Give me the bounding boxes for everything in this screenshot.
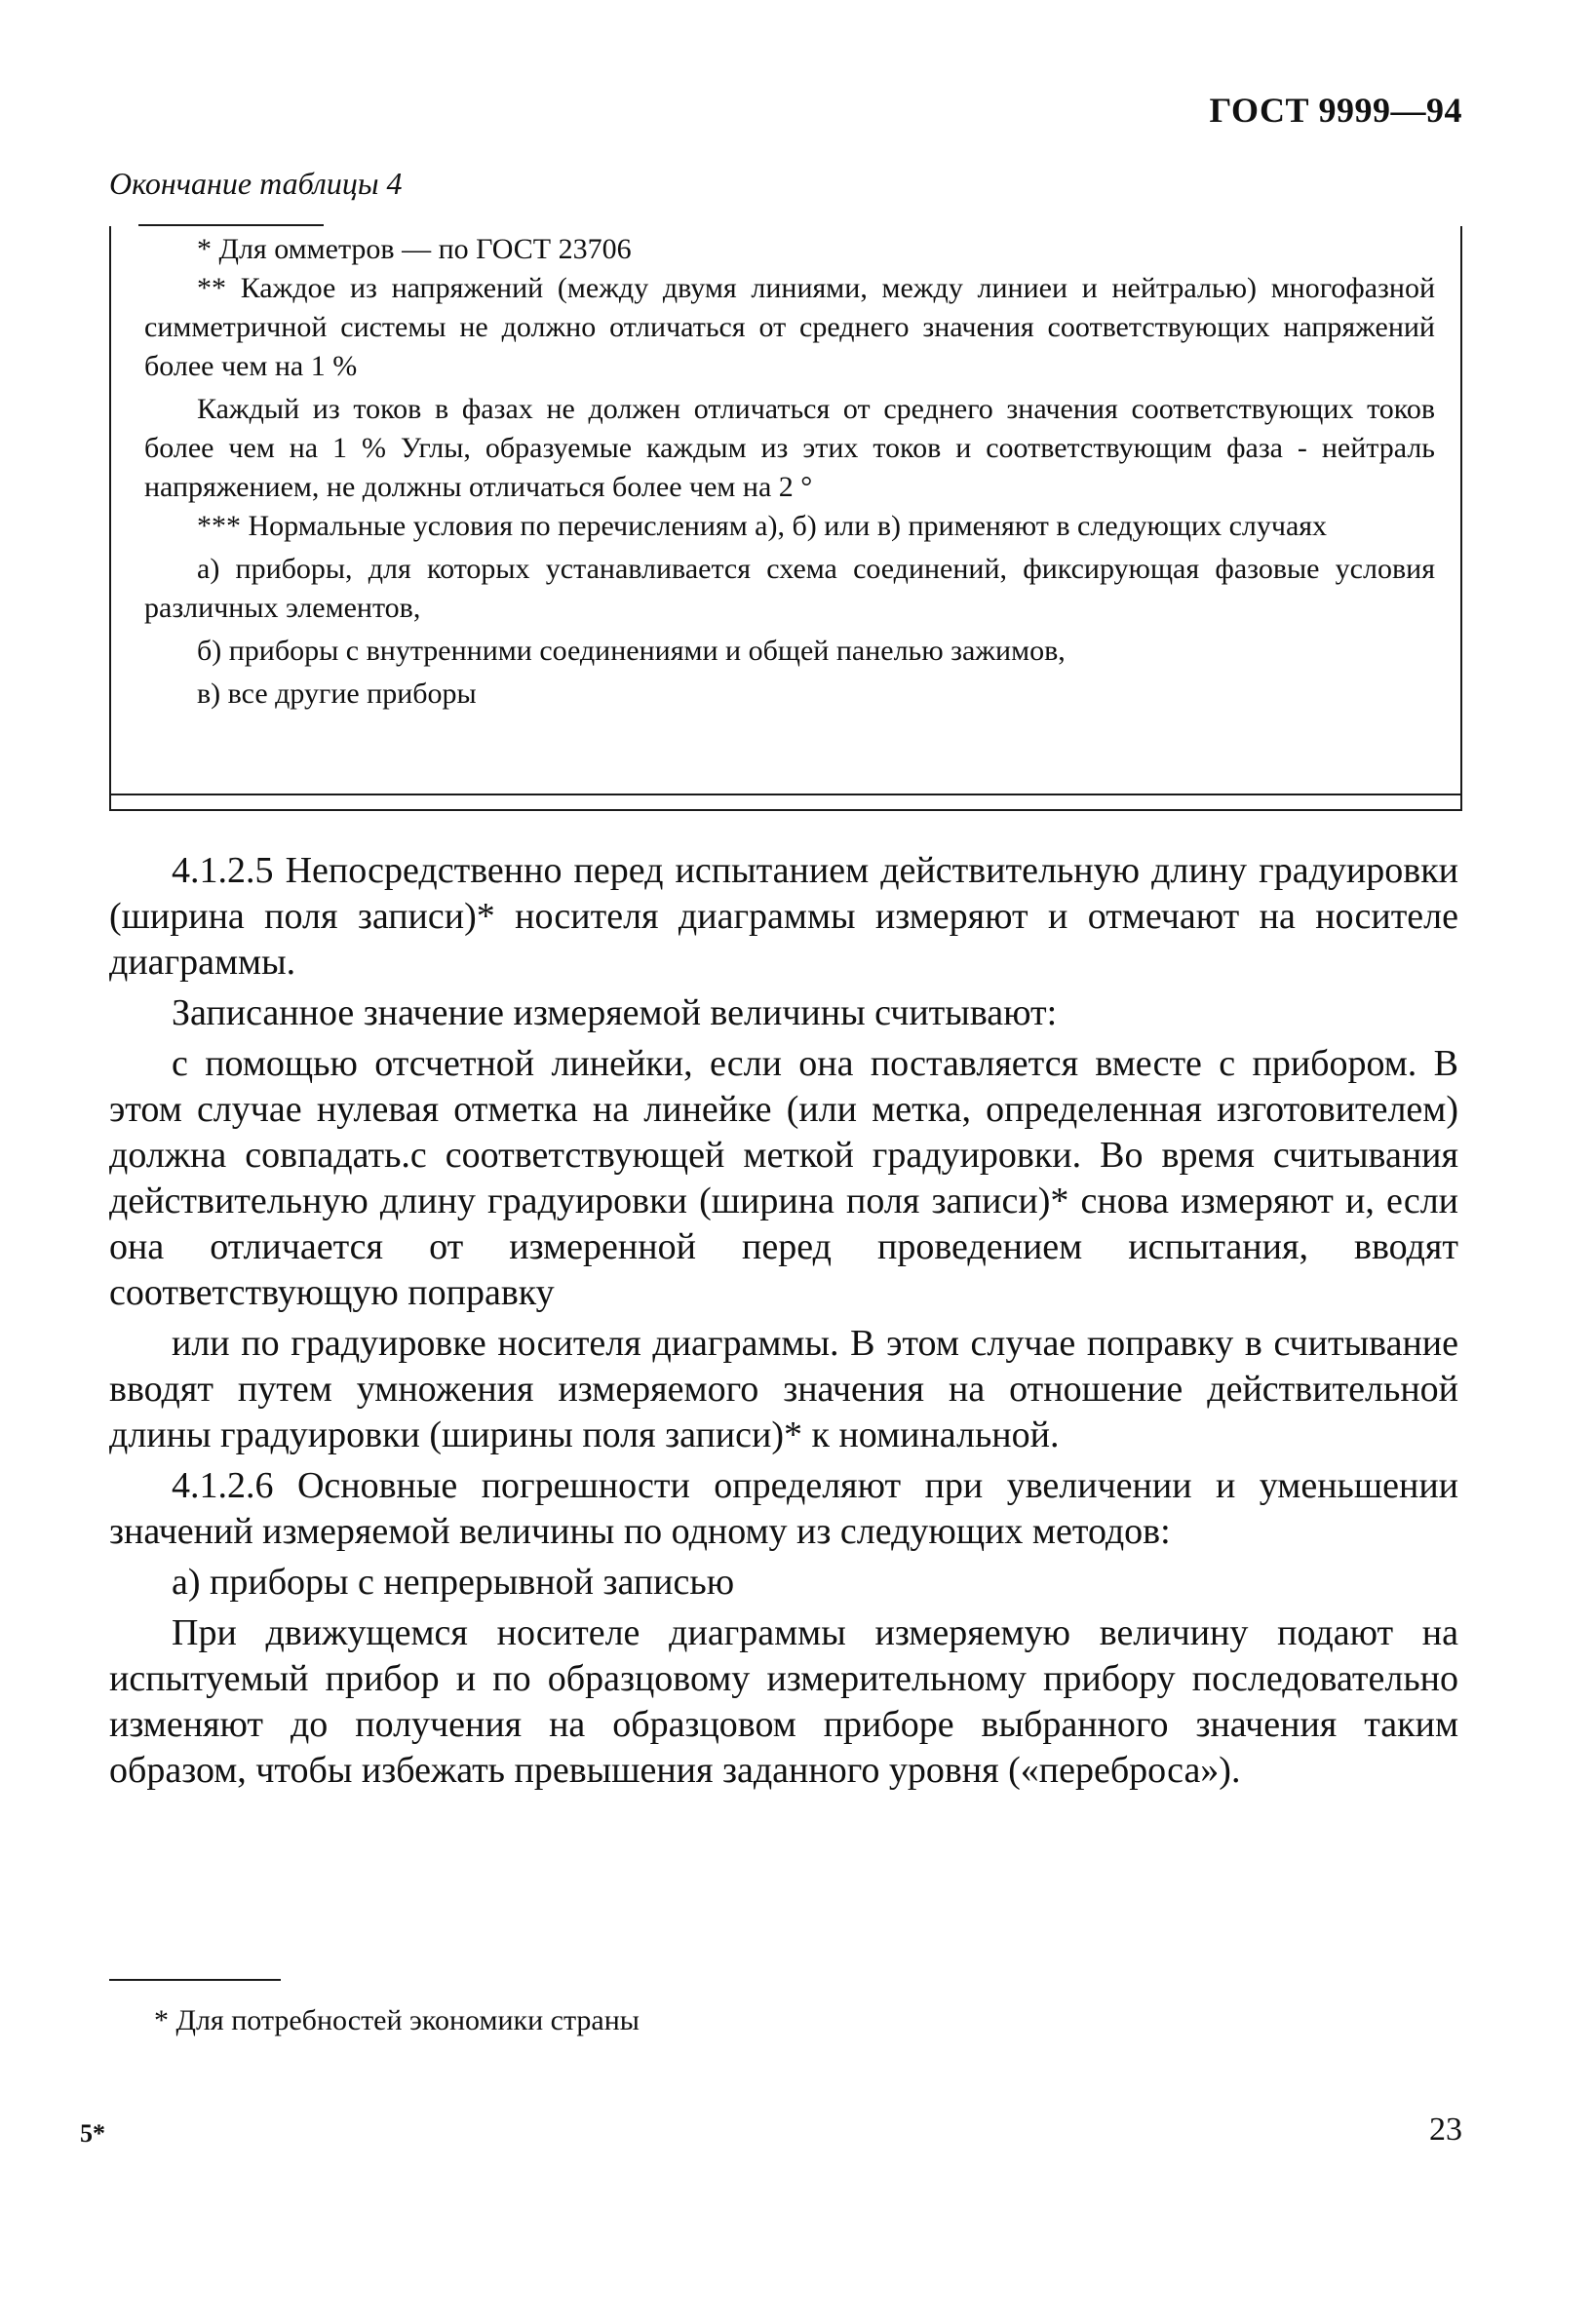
- table-top-rule: [138, 224, 324, 226]
- footnote: * Для потребностей экономики страны: [154, 2004, 640, 2036]
- standard-header: ГОСТ 9999—94: [1209, 91, 1462, 130]
- footnote-rule: [109, 1979, 281, 1981]
- note-item-a: а) приборы, для которых устанавливается схема соединений, фиксирующая фазовые условия различных элементов,: [144, 553, 1435, 624]
- table-notes-box: [109, 226, 1462, 811]
- signature-mark: 5*: [80, 2119, 105, 2148]
- note-item-c: в) все другие приборы: [197, 678, 477, 710]
- note-normal-conditions: *** Нормальные условия по перечислениям а), б) или в) применяют в следующих случаях: [197, 510, 1328, 542]
- table-caption: Окончание таблицы 4: [109, 166, 403, 201]
- paragraph-moving-chart: При движущемся носителе диаграммы измеряемую величину подают на испытуемый прибор и по образцовому измерительному прибору последовательно изменяют до получения на образцовом приборе выбранного значения таким образом, чтобы избежать превышения заданного уровня («переброса»).: [109, 1612, 1458, 1791]
- paragraph-ruler: с помощью отсчетной линейки, если она поставляется вместе с прибором. В этом случае нулевая отметка на линейке (или метка, определенная изготовителем) должна совпадать.с соответствующей меткой градуировки. Во время считывания действительную длину градуировки (ширина поля записи)* снова измеряют и, если она отличается от измеренной перед проведением испытания, вводят соответствующую поправку: [109, 1043, 1458, 1313]
- paragraph-continuous-recording: а) приборы с непрерывной записью: [172, 1562, 735, 1603]
- note-currents: Каждый из токов в фазах не должен отличаться от среднего значения соответствующих токов более чем на 1 % Углы, образуемые каждым из этих токов и соответствующим фаза - нейтраль напряжением, не должны отличаться более чем на 2 °: [144, 393, 1435, 503]
- body-text: [109, 848, 1458, 1794]
- table-bottom-rule: [111, 794, 1460, 795]
- paragraph-4-1-2-5: 4.1.2.5 Непосредственно перед испытанием действительную длину градуировки (ширина поля записи)* носителя диаграммы измеряют и отмечают на носителе диаграммы.: [109, 850, 1458, 983]
- paragraph-4-1-2-6: 4.1.2.6 Основные погрешности определяют при увеличении и уменьшении значений измеряемой величины по одному из следующих методов:: [109, 1465, 1458, 1552]
- note-ohmmeters: * Для омметров — по ГОСТ 23706: [197, 233, 632, 265]
- paragraph-scale: или по градуировке носителя диаграммы. В этом случае поправку в считывание вводят путем умножения измеряемого значения на отношение действительной длины градуировки (ширины поля записи)* к номинальной.: [109, 1323, 1458, 1455]
- note-voltages: ** Каждое из напряжений (между двумя линиями, между линиеи и нейтралью) многофазной симметричной системы не должно отличаться от среднего значения соответствующих напряжений более чем на 1 %: [144, 272, 1435, 382]
- note-item-b: б) приборы с внутренними соединениями и общей панелью зажимов,: [197, 635, 1066, 667]
- page-number: 23: [1429, 2111, 1462, 2148]
- paragraph-reading: Записанное значение измеряемой величины считывают:: [172, 992, 1058, 1033]
- table-notes: [144, 230, 1435, 714]
